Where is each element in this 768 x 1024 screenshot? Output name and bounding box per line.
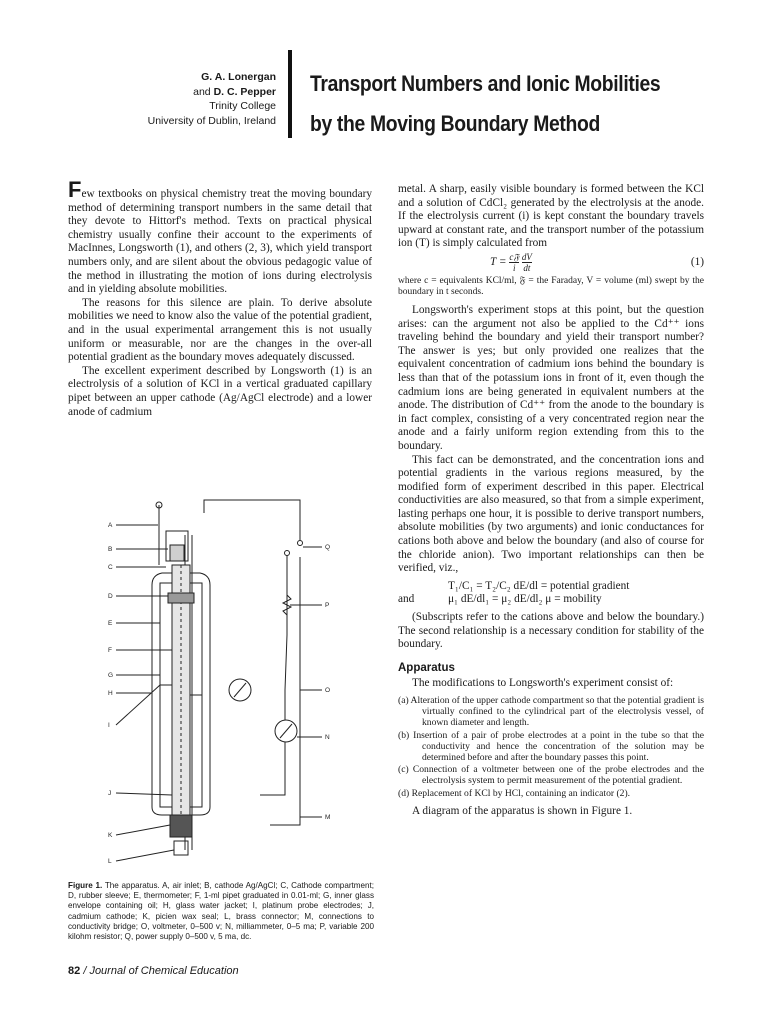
paragraph-modifications: The modifications to Longsworth's experiment consist of: xyxy=(412,677,674,690)
figure-label-L: L xyxy=(108,858,112,865)
figure-label-N: N xyxy=(325,734,330,741)
institution: Trinity College xyxy=(209,100,276,112)
paragraph-boundary: metal. A sharp, easily visible boundary is formed between the KCl and a solution of CdCl₂ generated by the electrolysis at the anode. If the electrolysis current (i) is kept constant the boundary travels upward at constant rate, and the transport number of the potassium ion (T) is simply calculated from xyxy=(398,183,704,250)
journal-name: Journal of Chemical Education xyxy=(89,965,239,977)
paragraph-question: Longsworth's experiment stops at this point, but the question arises: can the argument not also be applied to the Cd⁺⁺ ions traveling behind the boundary and yield their transport number? The answer is yes; but only provided one realizes that the equivalent concentration of cadmium ions behind the boundary is less than that of the potassium ions in front of it, even though the cadmium ions are being generated in equivalent numbers at the anode. The distribution of Cd⁺⁺ from the anode to the boundary is in fact complex, consisting of a very concentrated region near the anode and a fairly uniform region extending from this to the boundary. xyxy=(398,303,704,452)
figure-label-G: G xyxy=(108,672,114,679)
apparatus-figure xyxy=(100,495,350,875)
relationships xyxy=(398,580,704,607)
author-block xyxy=(96,70,276,128)
paragraph-demonstration: This fact can be demonstrated, and the concentration ions and potential gradients in the various regions measured, by the modified form of experiment described in this paper. Electrical conductivities are also measured, so that from a simple experiment, lasting perhaps one hour, it is possible to derive transport numbers, absolute mobilities (by two arguments) and ionic conductances for cations both above and below the boundary (and also of course for the chloride anion). Two important relationships can then be verified, viz., xyxy=(398,453,704,575)
figure-label-B: B xyxy=(108,546,113,553)
circuit-wire xyxy=(204,500,300,540)
power-terminal xyxy=(298,541,303,546)
fraction-1 xyxy=(509,252,519,273)
and-word: and xyxy=(193,85,211,98)
fraction-numerator: c𝔉 xyxy=(509,251,520,262)
title-line-2: by the Moving Boundary Method xyxy=(310,111,600,136)
figure-label-M: M xyxy=(325,814,331,821)
equation-1 xyxy=(398,252,704,273)
list-item: (c) Connection of a voltmeter between one of the probe electrodes and the electrolysis system to permit measurement of the potential gradient. xyxy=(398,764,704,787)
article-title xyxy=(310,64,688,144)
voltmeter-needle xyxy=(234,683,246,697)
power-terminal xyxy=(285,551,290,556)
figure-label-C: C xyxy=(108,564,113,571)
fraction-2 xyxy=(522,252,532,273)
page-footer xyxy=(68,965,239,977)
figure-label-E: E xyxy=(108,620,113,627)
relation-and: and xyxy=(398,593,415,606)
fraction-denominator: i xyxy=(512,262,516,273)
list-item: (b) Insertion of a pair of probe electrodes at a point in the tube so that the conductivity and hence the concentration of the solution may be determined before and after the boundary passes this point. xyxy=(398,729,704,764)
relation-2: μ₁ dE/dl₁ = μ₂ dE/dl₂ μ = mobility xyxy=(448,593,602,606)
figure-label-I: I xyxy=(108,722,110,729)
wax-seal xyxy=(170,815,192,837)
section-heading-apparatus: Apparatus xyxy=(398,661,455,674)
equation-lhs: T = xyxy=(490,256,507,269)
list-item: (d) Replacement of KCl by HCl, containing an indicator (2). xyxy=(398,787,631,799)
figure-label-K: K xyxy=(108,832,113,839)
right-column xyxy=(398,183,704,818)
equation-body xyxy=(490,252,532,273)
circuit-wire xyxy=(260,555,287,795)
footer-separator: / xyxy=(83,965,87,977)
pipet-tube xyxy=(172,565,190,837)
list-item: (a) Alteration of the upper cathode compartment so that the potential gradient is virtually confined to the cylindrical part of the electrolysis vessel, of known diameter and length. xyxy=(398,695,704,729)
figure-label-H: H xyxy=(108,690,113,697)
figure-label-Q: Q xyxy=(325,544,331,551)
brass-connector xyxy=(174,841,188,855)
rubber-sleeve xyxy=(168,593,194,603)
figure-label-P: P xyxy=(325,602,330,609)
figure-label-D: D xyxy=(108,593,113,600)
figure-caption xyxy=(68,881,374,942)
relation-1: T₁/C₁ = T₂/C₂ dE/dl = potential gradient xyxy=(448,579,630,592)
paragraph-subscripts: (Subscripts refer to the cations above and below the boundary.) The second relationship is a necessary condition for stability of the boundary. xyxy=(398,611,704,651)
figure-label-O: O xyxy=(325,687,331,694)
modifications-list xyxy=(398,695,704,799)
figure-label-F: F xyxy=(108,647,112,654)
paragraph-reasons: The reasons for this silence are plain. To derive absolute mobilities we need to know also the value of the potential gradient, and in the usual experimental arrangement this is not usually uniform or measurable, nor are the changes in the over-all potential gradient as the boundary moves adequately discussed. xyxy=(68,296,372,364)
equation-number: (1) xyxy=(690,255,704,268)
figure-label-J: J xyxy=(108,790,112,797)
intro-text: ew textbooks on physical chemistry treat the moving boundary method of determining transport numbers in the same detail that they devote to Hittorf's method. Texts on practical physical chemistry usually confine their account to the experiments of MacInnes, Longsworth (1), and others (2, 3), which yield transport numbers only, and are silent about the obvious pedagogic value of the method in illustrating the motion of ions during electrolysis and in yielding absolute mobilities. xyxy=(68,188,372,296)
left-column xyxy=(68,177,372,419)
cathode-electrode xyxy=(170,545,184,561)
caption-label: Figure 1. xyxy=(68,881,103,890)
equation-definitions: where c = equivalents KCl/ml, 𝔉 = the Faraday, V = volume (ml) swept by the boundary in t seconds. xyxy=(398,275,704,297)
paragraph-diagram-ref: A diagram of the apparatus is shown in Figure 1. xyxy=(412,804,633,817)
figure-label-A: A xyxy=(108,522,113,529)
author-1: G. A. Lonergan xyxy=(201,71,276,83)
title-divider xyxy=(288,50,292,138)
fraction-numerator: dV xyxy=(521,251,532,262)
author-2: D. C. Pepper xyxy=(213,85,276,98)
fraction-denominator: dt xyxy=(523,262,531,273)
paragraph-longsworth: The excellent experiment described by Longsworth (1) is an electrolysis of a solution of KCl in a vertical graduated capillary pipet between an upper cathode (Ag/AgCl electrode) and a lower anode of cadmium xyxy=(68,364,372,418)
intro-paragraph xyxy=(68,177,372,297)
university: University of Dublin, Ireland xyxy=(147,114,276,127)
page-number: 82 xyxy=(68,965,81,977)
title-line-1: Transport Numbers and Ionic Mobilities xyxy=(310,71,661,96)
caption-text: The apparatus. A, air inlet; B, cathode Ag/AgCl; C, Cathode compartment; D, rubber sleeve; E, thermometer; F, 1-ml pipet graduated in 0.01-ml; G, inner glass envelope containing oil; H, glass water jacket; I, platinum probe electrodes; J, cadmium cathode; K, picien wax seal; L, brass connector; M, connections to conductivity bridge; O, voltmeter, 0–500 v; N, milliammeter, 0–5 ma; P, variable 200 kilohm resistor; Q, power supply 0–500 v, 5 ma, dc. xyxy=(68,881,375,942)
drop-cap: F xyxy=(68,177,82,202)
